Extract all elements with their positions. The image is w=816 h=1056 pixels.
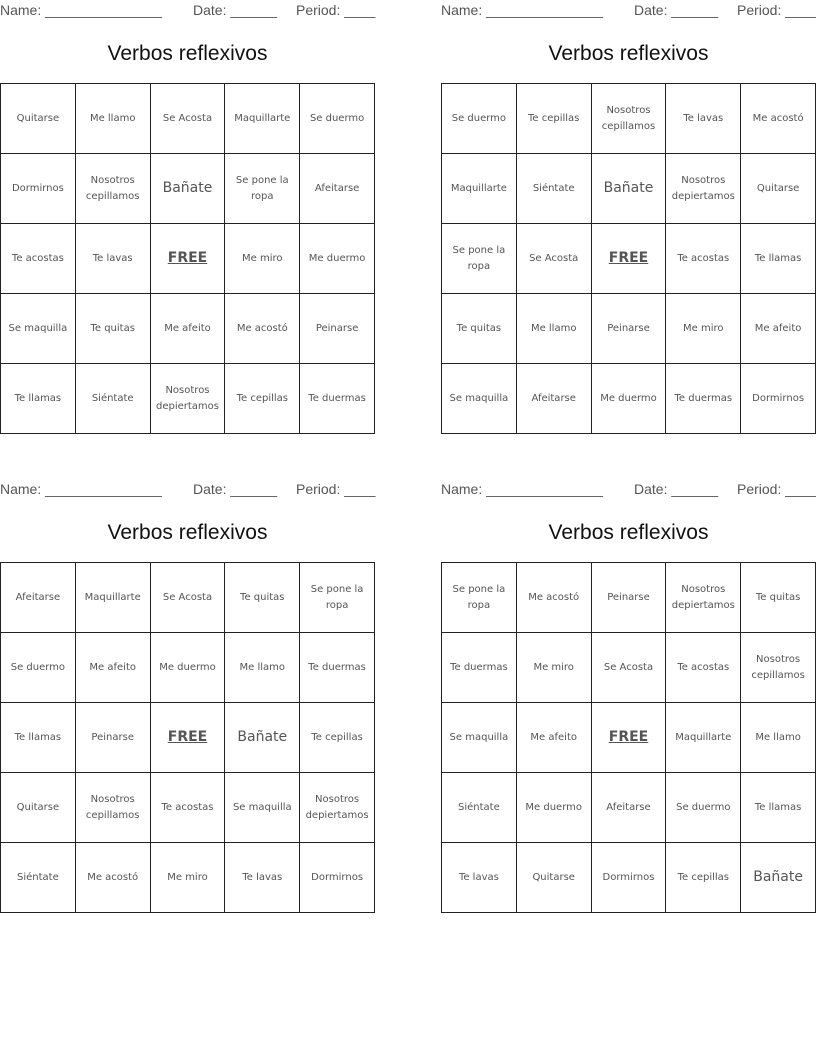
bingo-cell: Se duermo	[442, 84, 517, 154]
bingo-cell: Afeitarse	[1, 563, 76, 633]
bingo-row	[1, 703, 375, 773]
bingo-cell: Nosotros cepillamos	[75, 154, 150, 224]
name-field: Name: _______________	[441, 481, 603, 497]
bingo-row	[442, 294, 816, 364]
period-field: Period: ____	[737, 2, 816, 18]
free-space-cell: FREE	[591, 224, 666, 294]
bingo-cell: Te lavas	[75, 224, 150, 294]
bingo-cell: Dormirnos	[741, 364, 816, 434]
bingo-card	[0, 0, 375, 430]
bingo-cell: Te acostas	[150, 773, 225, 843]
bingo-card	[441, 0, 816, 430]
bingo-cell: Me acostó	[741, 84, 816, 154]
bingo-row	[442, 224, 816, 294]
period-field: Period: ____	[296, 481, 376, 497]
bingo-cell: Te duermas	[666, 364, 741, 434]
bingo-grid	[0, 562, 375, 913]
bingo-cell: Te lavas	[225, 843, 300, 913]
bingo-row	[1, 294, 375, 364]
bingo-cell: Te quitas	[442, 294, 517, 364]
bingo-cell: Me llamo	[516, 294, 591, 364]
bingo-row	[442, 773, 816, 843]
bingo-row	[1, 843, 375, 913]
bingo-cell: Me llamo	[225, 633, 300, 703]
bingo-row	[442, 563, 816, 633]
card-title: Verbos reflexivos	[107, 42, 268, 65]
bingo-cell: Bañate	[150, 154, 225, 224]
period-field: Period: ____	[296, 2, 376, 18]
bingo-cell: Siéntate	[516, 154, 591, 224]
bingo-cell: Se duermo	[1, 633, 76, 703]
bingo-cell: Me acostó	[75, 843, 150, 913]
bingo-cell: Nosotros cepillamos	[741, 633, 816, 703]
bingo-cell: Me miro	[666, 294, 741, 364]
bingo-cell: Quitarse	[1, 773, 76, 843]
bingo-cell: Me duermo	[516, 773, 591, 843]
bingo-cell: Bañate	[741, 843, 816, 913]
bingo-cell: Me miro	[150, 843, 225, 913]
bingo-grid	[0, 83, 375, 434]
bingo-cell: Me llamo	[741, 703, 816, 773]
bingo-cell: Se duermo	[666, 773, 741, 843]
bingo-cell: Te llamas	[1, 364, 76, 434]
bingo-cell: Te cepillas	[300, 703, 375, 773]
bingo-grid	[441, 83, 816, 434]
bingo-cell: Peinarse	[300, 294, 375, 364]
bingo-cell: Te cepillas	[666, 843, 741, 913]
bingo-card	[441, 479, 816, 909]
bingo-cell: Te duermas	[300, 633, 375, 703]
bingo-cell: Afeitarse	[516, 364, 591, 434]
bingo-cell: Nosotros depiertamos	[666, 563, 741, 633]
bingo-cell: Te cepillas	[225, 364, 300, 434]
card-title: Verbos reflexivos	[107, 521, 268, 544]
bingo-row	[442, 364, 816, 434]
bingo-cell: Me llamo	[75, 84, 150, 154]
bingo-cell: Se Acosta	[150, 563, 225, 633]
date-field: Date: ______	[193, 481, 278, 497]
bingo-cell: Se pone la ropa	[300, 563, 375, 633]
bingo-cell: Dormirnos	[591, 843, 666, 913]
bingo-cell: Se maquilla	[442, 364, 517, 434]
date-field: Date: ______	[634, 2, 719, 18]
card-title: Verbos reflexivos	[548, 521, 709, 544]
bingo-row	[1, 154, 375, 224]
bingo-cell: Maquillarte	[666, 703, 741, 773]
bingo-cell: Se Acosta	[516, 224, 591, 294]
bingo-cell: Te acostas	[1, 224, 76, 294]
bingo-cell: Afeitarse	[300, 154, 375, 224]
bingo-cell: Me duermo	[300, 224, 375, 294]
bingo-cell: Maquillarte	[442, 154, 517, 224]
bingo-row	[442, 154, 816, 224]
bingo-cell: Maquillarte	[225, 84, 300, 154]
bingo-row	[1, 633, 375, 703]
period-field: Period: ____	[737, 481, 816, 497]
bingo-cell: Maquillarte	[75, 563, 150, 633]
bingo-cell: Dormirnos	[300, 843, 375, 913]
bingo-cell: Te llamas	[741, 773, 816, 843]
bingo-cell: Peinarse	[591, 294, 666, 364]
bingo-row	[1, 84, 375, 154]
bingo-cell: Te llamas	[1, 703, 76, 773]
bingo-cell: Quitarse	[1, 84, 76, 154]
bingo-cell: Dormirnos	[1, 154, 76, 224]
name-field: Name: _______________	[441, 2, 603, 18]
bingo-grid	[441, 562, 816, 913]
bingo-cell: Quitarse	[741, 154, 816, 224]
bingo-cell: Te quitas	[741, 563, 816, 633]
bingo-cell: Siéntate	[442, 773, 517, 843]
bingo-row	[1, 773, 375, 843]
card-title: Verbos reflexivos	[548, 42, 709, 65]
bingo-cell: Se pone la ropa	[442, 563, 517, 633]
bingo-cell: Siéntate	[1, 843, 76, 913]
bingo-cell: Se pone la ropa	[225, 154, 300, 224]
student-info-line	[441, 481, 816, 499]
bingo-cell: Nosotros depiertamos	[150, 364, 225, 434]
date-field: Date: ______	[193, 2, 278, 18]
bingo-cell: Te cepillas	[516, 84, 591, 154]
bingo-cell: Nosotros cepillamos	[75, 773, 150, 843]
bingo-cell: Me miro	[225, 224, 300, 294]
bingo-cell: Te lavas	[666, 84, 741, 154]
student-info-line	[0, 481, 375, 499]
bingo-cell: Siéntate	[75, 364, 150, 434]
bingo-cell: Peinarse	[591, 563, 666, 633]
bingo-cell: Bañate	[591, 154, 666, 224]
bingo-cell: Te lavas	[442, 843, 517, 913]
bingo-cell: Se maquilla	[1, 294, 76, 364]
student-info-line	[0, 2, 375, 20]
bingo-cell: Te acostas	[666, 633, 741, 703]
name-field: Name: _______________	[0, 481, 162, 497]
bingo-cell: Me acostó	[516, 563, 591, 633]
bingo-cell: Afeitarse	[591, 773, 666, 843]
name-field: Name: _______________	[0, 2, 162, 18]
bingo-row	[1, 224, 375, 294]
bingo-row	[442, 843, 816, 913]
bingo-row	[442, 633, 816, 703]
bingo-cell: Bañate	[225, 703, 300, 773]
bingo-row	[1, 563, 375, 633]
bingo-row	[442, 703, 816, 773]
bingo-cell: Te quitas	[225, 563, 300, 633]
date-field: Date: ______	[634, 481, 719, 497]
bingo-cell: Quitarse	[516, 843, 591, 913]
bingo-cell: Nosotros cepillamos	[591, 84, 666, 154]
bingo-cell: Me duermo	[150, 633, 225, 703]
bingo-cell: Me afeito	[516, 703, 591, 773]
bingo-cell: Nosotros depiertamos	[666, 154, 741, 224]
bingo-cell: Te llamas	[741, 224, 816, 294]
bingo-cell: Te duermas	[300, 364, 375, 434]
free-space-cell: FREE	[591, 703, 666, 773]
bingo-row	[1, 364, 375, 434]
bingo-cell: Peinarse	[75, 703, 150, 773]
bingo-cell: Se Acosta	[150, 84, 225, 154]
bingo-card	[0, 479, 375, 909]
bingo-cell: Me duermo	[591, 364, 666, 434]
bingo-cell: Me afeito	[75, 633, 150, 703]
bingo-row	[442, 84, 816, 154]
bingo-cell: Me acostó	[225, 294, 300, 364]
student-info-line	[441, 2, 816, 20]
bingo-cell: Me miro	[516, 633, 591, 703]
free-space-cell: FREE	[150, 703, 225, 773]
bingo-cell: Te quitas	[75, 294, 150, 364]
bingo-cell: Te duermas	[442, 633, 517, 703]
free-space-cell: FREE	[150, 224, 225, 294]
bingo-cell: Se pone la ropa	[442, 224, 517, 294]
bingo-cell: Se Acosta	[591, 633, 666, 703]
bingo-cell: Se maquilla	[225, 773, 300, 843]
bingo-cell: Nosotros depiertamos	[300, 773, 375, 843]
bingo-cell: Se maquilla	[442, 703, 517, 773]
bingo-cell: Me afeito	[150, 294, 225, 364]
bingo-cell: Te acostas	[666, 224, 741, 294]
bingo-cell: Me afeito	[741, 294, 816, 364]
bingo-cell: Se duermo	[300, 84, 375, 154]
